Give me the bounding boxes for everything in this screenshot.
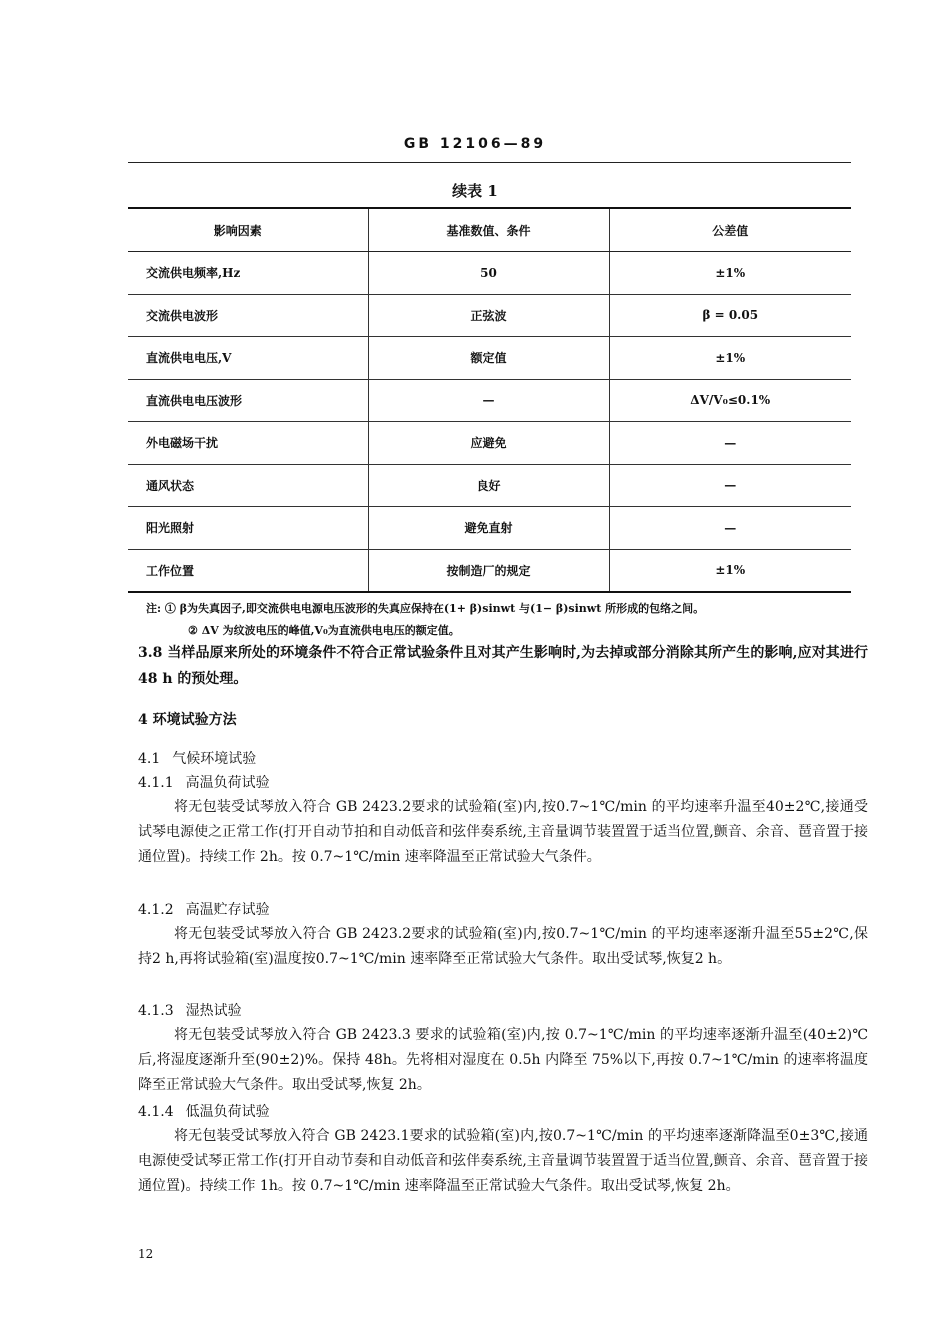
- table-notes: [146, 598, 704, 642]
- table-row: [128, 337, 851, 380]
- cell-reference: 按制造厂的规定: [368, 549, 609, 592]
- table-header-row: [128, 208, 851, 252]
- header-rule: [128, 162, 851, 163]
- cell-factor: 工作位置: [128, 549, 368, 592]
- section-4-heading: 4 环境试验方法: [138, 712, 237, 728]
- cell-reference: 避免直射: [368, 507, 609, 550]
- section-4-1-3-heading: [138, 999, 868, 1023]
- cell-tolerance: ±1%: [609, 252, 851, 295]
- cell-tolerance: ±1%: [609, 337, 851, 380]
- section-4-1-1-heading: [138, 771, 868, 795]
- table-row: [128, 549, 851, 592]
- page-number: 12: [138, 1247, 154, 1261]
- cell-reference: 50: [368, 252, 609, 295]
- section-4-1-3-text: 将无包装受试琴放入符合 GB 2423.3 要求的试验箱(室)内,按 0.7~1℃/min 的平均速率逐渐升温至(40±2)℃后,将湿度逐渐升至(90±2)%。保持 48h。先将相对湿度在 0.5h 内降至 75%以下,再按 0.7~1℃/min 的速率将温度降至正常试验大气条件。取出受试琴,恢复 2h。: [138, 1027, 868, 1093]
- section-4-1-heading: [138, 747, 868, 771]
- section-number: 4.1.2: [138, 902, 174, 918]
- section-number: 4.1: [138, 751, 161, 767]
- table-note-2: ② ΔV 为纹波电压的峰值,V₀为直流供电电压的额定值。: [188, 624, 460, 637]
- section-number: 4.1.3: [138, 1003, 174, 1019]
- section-4-1-2-heading: [138, 898, 868, 922]
- table-row: [128, 422, 851, 465]
- cell-tolerance: β = 0.05: [609, 294, 851, 337]
- section-4-1-4-text: 将无包装受试琴放入符合 GB 2423.1要求的试验箱(室)内,按0.7~1℃/min 的平均速率逐渐降温至0±3℃,接通电源使受试琴正常工作(打开自动节奏和自动低音和弦伴奏系统,主音量调节装置置于适当位置,颤音、余音、琶音置于接通位置)。持续工作 1h。按 0.7~1℃/min 速率降温至正常试验大气条件。取出受试琴,恢复 2h。: [138, 1128, 868, 1194]
- cell-tolerance: —: [609, 422, 851, 465]
- table-row: [128, 379, 851, 422]
- cell-tolerance: ±1%: [609, 549, 851, 592]
- cell-factor: 直流供电电压,V: [128, 337, 368, 380]
- table-row: [128, 507, 851, 550]
- section-4-1-2-text: 将无包装受试琴放入符合 GB 2423.2要求的试验箱(室)内,按0.7~1℃/min 的平均速率逐渐升温至55±2℃,保持2 h,再将试验箱(室)温度按0.7~1℃/min 速率降至正常试验大气条件。取出受试琴,恢复2 h。: [138, 926, 868, 967]
- column-header-reference: 基准数值、条件: [368, 208, 609, 252]
- section-4-1-1-text: 将无包装受试琴放入符合 GB 2423.2要求的试验箱(室)内,按0.7~1℃/min 的平均速率升温至40±2℃,接通受试琴电源使之正常工作(打开自动节拍和自动低音和弦伴奏系统,主音量调节装置置于适当位置,颤音、余音、琶音置于接通位置)。持续工作 2h。按 0.7~1℃/min 速率降温至正常试验大气条件。: [138, 799, 868, 865]
- cell-factor: 外电磁场干扰: [128, 422, 368, 465]
- clause-3-8: 3.8 当样品原来所处的环境条件不符合正常试验条件且对其产生影响时,为去掉或部分消除其所产生的影响,应对其进行48 h 的预处理。: [138, 645, 868, 687]
- cell-reference: 正弦波: [368, 294, 609, 337]
- section-title: 高温负荷试验: [185, 775, 270, 791]
- section-title: 低温负荷试验: [185, 1104, 270, 1120]
- cell-factor: 通风状态: [128, 464, 368, 507]
- table-caption: 续表 1: [452, 182, 498, 200]
- cell-reference: 额定值: [368, 337, 609, 380]
- section-number: 4.1.4: [138, 1104, 174, 1120]
- standard-number: GB 12106—89: [403, 136, 547, 152]
- cell-reference: 应避免: [368, 422, 609, 465]
- section-4-1-4-heading: [138, 1100, 868, 1124]
- column-header-tolerance: 公差值: [609, 208, 851, 252]
- cell-factor: 交流供电波形: [128, 294, 368, 337]
- environment-conditions-table: [128, 207, 851, 593]
- table-row: [128, 464, 851, 507]
- cell-reference: 良好: [368, 464, 609, 507]
- table-note-1: 注: ① β为失真因子,即交流供电电源电压波形的失真应保持在(1+ β)sinwt 与(1− β)sinwt 所形成的包络之间。: [146, 602, 705, 615]
- section-title: 气候环境试验: [172, 751, 257, 767]
- column-header-factor: 影响因素: [128, 208, 368, 252]
- cell-factor: 阳光照射: [128, 507, 368, 550]
- table-row: [128, 252, 851, 295]
- cell-tolerance: —: [609, 464, 851, 507]
- section-title: 湿热试验: [185, 1003, 242, 1019]
- cell-tolerance: ΔV/V₀≤0.1%: [609, 379, 851, 422]
- cell-factor: 直流供电电压波形: [128, 379, 368, 422]
- cell-tolerance: —: [609, 507, 851, 550]
- cell-factor: 交流供电频率,Hz: [128, 252, 368, 295]
- section-title: 高温贮存试验: [185, 902, 270, 918]
- section-number: 4.1.1: [138, 775, 174, 791]
- table-row: [128, 294, 851, 337]
- cell-reference: —: [368, 379, 609, 422]
